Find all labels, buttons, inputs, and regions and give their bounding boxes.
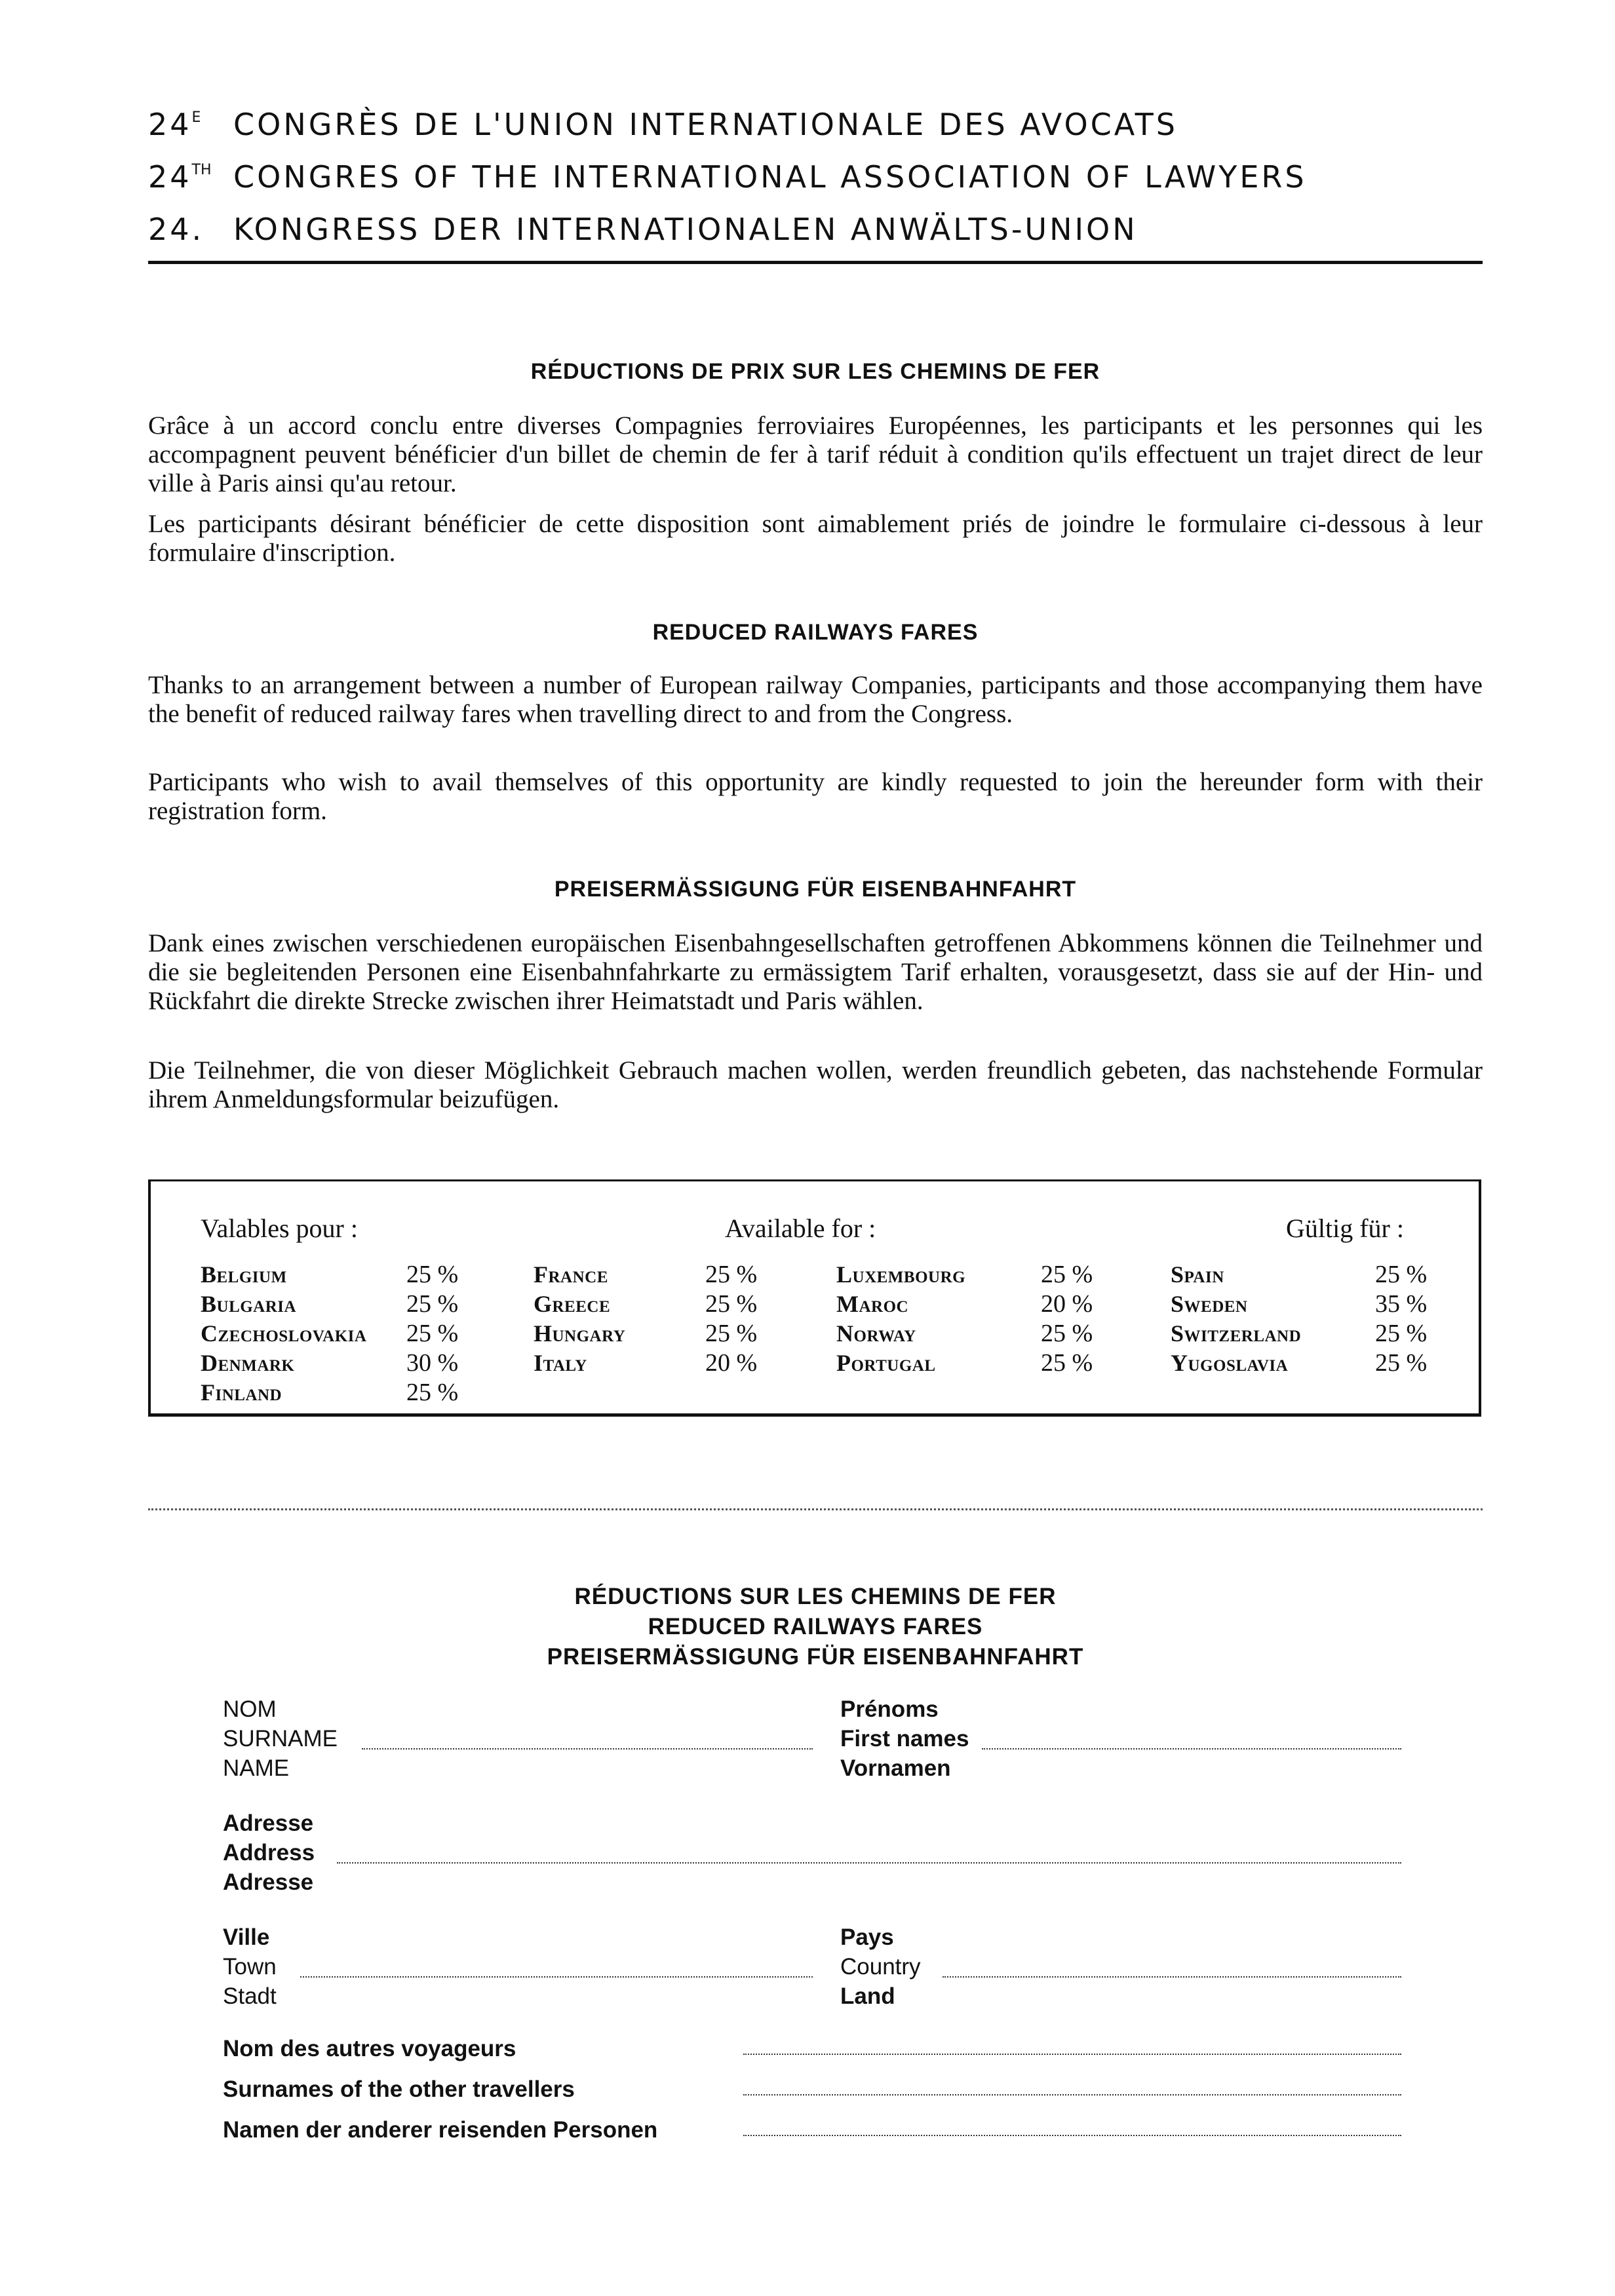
rates-label-en: Available for : (725, 1214, 876, 1243)
header-text: CONGRES OF THE INTERNATIONAL ASSOCIATION OF LAWYERS (233, 159, 1307, 195)
rates-box (148, 1179, 1481, 1417)
country-row (1171, 1319, 1428, 1349)
header-sup: E (191, 109, 201, 126)
other-travellers-field-2[interactable] (743, 2094, 1401, 2095)
country-row (201, 1290, 459, 1319)
header-divider (148, 261, 1483, 264)
country-name: Hungary (534, 1320, 626, 1347)
header-number: 24. (148, 212, 204, 247)
reduction-percent: 25 % (1041, 1320, 1093, 1347)
reduction-percent: 25 % (705, 1261, 758, 1288)
section-title-fr: RÉDUCTIONS DE PRIX SUR LES CHEMINS DE FER (530, 359, 1100, 384)
reduction-percent: 25 % (1041, 1349, 1093, 1377)
country-name: France (534, 1261, 608, 1288)
section-title-de: PREISERMÄSSIGUNG FÜR EISENBAHNFAHRT (554, 877, 1077, 902)
paragraph-en-2: Participants who wish to avail themselves of this opportunity are kindly requested to join the hereunder form with their registration form. (148, 768, 1483, 825)
country-row (534, 1349, 758, 1378)
town-field[interactable] (300, 1976, 813, 1978)
country-label-de: Land (840, 1983, 895, 2009)
country-field[interactable] (943, 1976, 1401, 1978)
address-field[interactable] (337, 1862, 1401, 1864)
country-name: Sweden (1171, 1291, 1248, 1317)
country-row (1171, 1290, 1428, 1319)
header-line-fr (148, 92, 1479, 144)
reduction-percent: 35 % (1375, 1290, 1428, 1318)
form-title-de: PREISERMÄSSIGUNG FÜR EISENBAHNFAHRT (547, 1644, 1084, 1670)
header-line-de (148, 197, 1479, 249)
reduction-percent: 20 % (1041, 1290, 1093, 1318)
reduction-percent: 25 % (1375, 1261, 1428, 1288)
country-row (534, 1290, 758, 1319)
town-label-fr: Ville (223, 1924, 270, 1950)
header-number: 24 (148, 107, 192, 142)
section-title-en: REDUCED RAILWAYS FARES (652, 620, 979, 645)
reduction-percent: 25 % (406, 1320, 459, 1347)
country-row (201, 1378, 459, 1407)
country-row (534, 1260, 758, 1290)
header-number: 24 (148, 159, 192, 195)
reduction-percent: 20 % (705, 1349, 758, 1377)
other-travellers-label-en: Surnames of the other travellers (223, 2076, 575, 2102)
reduction-percent: 25 % (406, 1290, 459, 1318)
country-name: Denmark (201, 1350, 295, 1376)
country-name: Czechoslovakia (201, 1320, 367, 1347)
country-row (1171, 1260, 1428, 1290)
country-label-fr: Pays (840, 1924, 894, 1950)
form-title-en: REDUCED RAILWAYS FARES (648, 1614, 983, 1639)
paragraph-de-1: Dank eines zwischen verschiedenen europäischen Eisenbahngesellschaften getroffenen Abkommens können die Teilnehmer und die sie begleitenden Personen eine Eisenbahnfahrkarte zu ermässigtem Tarif erhalten, vorausgesetzt, dass sie auf der Hin- und Rückfahrt die direkte Strecke zwischen ihrer Heimatstadt und Paris wählen. (148, 929, 1483, 1015)
header-sup: TH (191, 162, 212, 178)
country-name: Belgium (201, 1261, 287, 1288)
country-name: Maroc (836, 1291, 909, 1317)
country-name: Bulgaria (201, 1291, 297, 1317)
country-name: Switzerland (1171, 1320, 1302, 1347)
reduction-percent: 25 % (705, 1290, 758, 1318)
country-name: Italy (534, 1350, 587, 1376)
address-label-en: Address (223, 1840, 315, 1866)
country-label-en: Country (840, 1954, 921, 1980)
reduction-percent: 25 % (406, 1379, 459, 1406)
header-line-en (148, 144, 1479, 197)
firstnames-label-en: First names (840, 1726, 969, 1751)
country-name: Greece (534, 1291, 611, 1317)
reduction-percent: 25 % (1041, 1261, 1093, 1288)
paragraph-fr-2: Les participants désirant bénéficier de cette disposition sont aimablement priés de joindre le formulaire ci-dessous à leur formulaire d'inscription. (148, 510, 1483, 567)
cut-line (148, 1508, 1483, 1510)
country-row (201, 1260, 459, 1290)
paragraph-en-1: Thanks to an arrangement between a number of European railway Companies, participants and those accompanying them have the benefit of reduced railway fares when travelling direct to and from the Congress. (148, 671, 1483, 728)
country-name: Finland (201, 1379, 282, 1406)
country-name: Spain (1171, 1261, 1224, 1288)
country-row (836, 1349, 1093, 1378)
address-label-de: Adresse (223, 1869, 314, 1895)
surname-label-de: NAME (223, 1755, 290, 1781)
country-row (1171, 1349, 1428, 1378)
other-travellers-field-3[interactable] (743, 2135, 1401, 2136)
reduction-percent: 25 % (1375, 1320, 1428, 1347)
country-row (836, 1290, 1093, 1319)
congress-header (148, 92, 1479, 249)
country-name: Portugal (836, 1350, 936, 1376)
surname-label-en: SURNAME (223, 1726, 338, 1751)
reduction-percent: 25 % (705, 1320, 758, 1347)
rates-label-de: Gültig für : (1286, 1214, 1404, 1243)
header-text: KONGRESS DER INTERNATIONALEN ANWÄLTS-UNION (233, 212, 1138, 247)
other-travellers-label-de: Namen der anderer reisenden Personen (223, 2117, 658, 2143)
other-travellers-label-fr: Nom des autres voyageurs (223, 2036, 516, 2061)
country-column-4 (1171, 1260, 1428, 1378)
paragraph-fr-1: Grâce à un accord conclu entre diverses Compagnies ferroviaires Européennes, les participants et les personnes qui les accompagnent peuvent bénéficier d'un billet de chemin de fer à tarif réduit à condition qu'ils effectuent un trajet direct de leur ville à Paris ainsi qu'au retour. (148, 411, 1483, 497)
firstnames-field[interactable] (982, 1748, 1401, 1750)
rates-label-fr: Valables pour : (201, 1214, 358, 1243)
country-column-3 (836, 1260, 1093, 1378)
country-row (534, 1319, 758, 1349)
country-column-2 (534, 1260, 758, 1378)
town-label-en: Town (223, 1954, 277, 1980)
country-row (836, 1319, 1093, 1349)
reduction-percent: 25 % (1375, 1349, 1428, 1377)
other-travellers-field-1[interactable] (743, 2054, 1401, 2055)
address-label-fr: Adresse (223, 1810, 314, 1836)
reduction-percent: 30 % (406, 1349, 459, 1377)
surname-label-fr: NOM (223, 1696, 277, 1722)
country-column-1 (201, 1260, 459, 1407)
country-name: Luxembourg (836, 1261, 966, 1288)
country-row (201, 1349, 459, 1378)
town-label-de: Stadt (223, 1983, 277, 2009)
country-name: Yugoslavia (1171, 1350, 1289, 1376)
header-text: CONGRÈS DE L'UNION INTERNATIONALE DES AVOCATS (233, 107, 1178, 142)
surname-field[interactable] (362, 1748, 813, 1750)
firstnames-label-de: Vornamen (840, 1755, 951, 1781)
firstnames-label-fr: Prénoms (840, 1696, 939, 1722)
country-row (201, 1319, 459, 1349)
reduction-percent: 25 % (406, 1261, 459, 1288)
country-name: Norway (836, 1320, 916, 1347)
paragraph-de-2: Die Teilnehmer, die von dieser Möglichkeit Gebrauch machen wollen, werden freundlich gebeten, das nachstehende Formular ihrem Anmeldungsformular beizufügen. (148, 1056, 1483, 1113)
country-row (836, 1260, 1093, 1290)
form-title-fr: RÉDUCTIONS SUR LES CHEMINS DE FER (574, 1584, 1057, 1609)
